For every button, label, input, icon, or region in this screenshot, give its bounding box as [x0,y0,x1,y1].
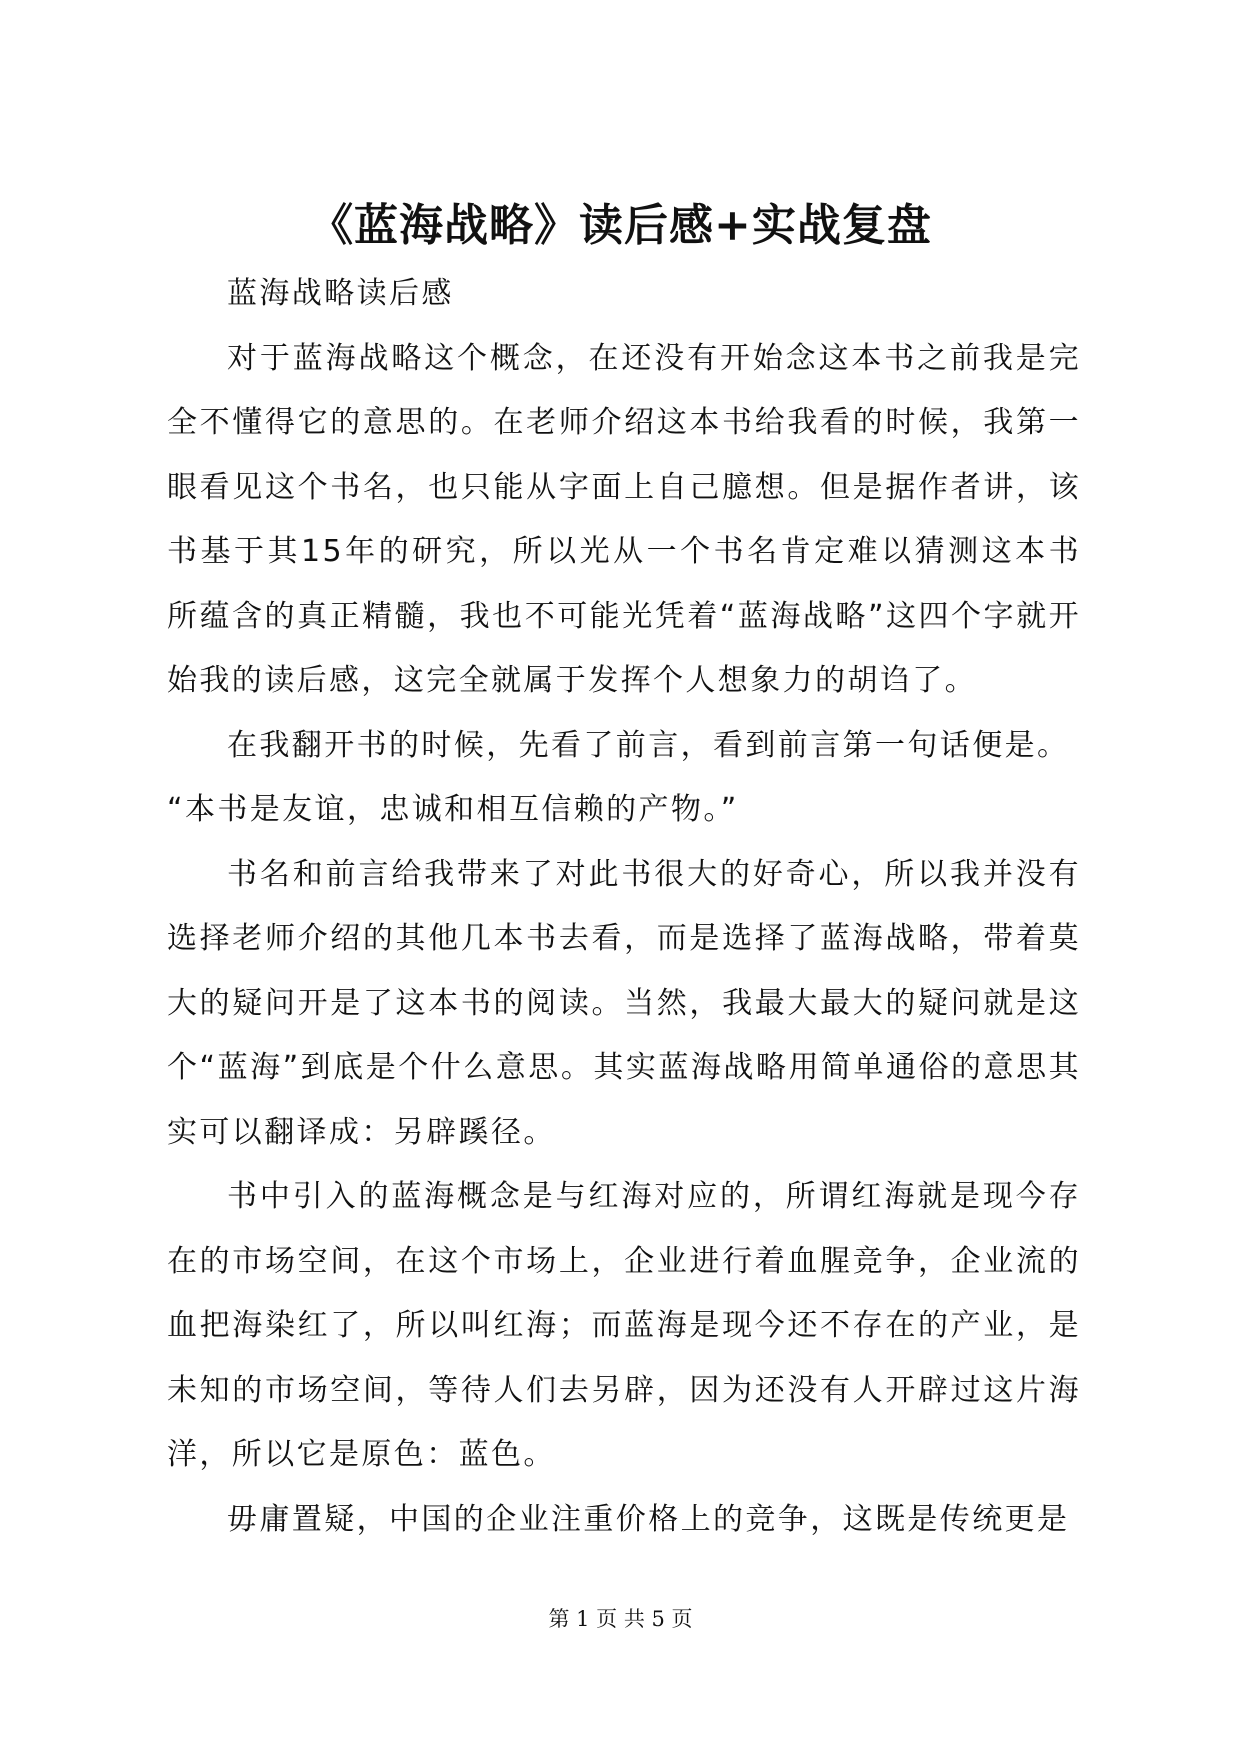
paragraph: 毋庸置疑，中国的企业注重价格上的竞争，这既是传统更是 [227,1501,1070,1537]
page-number-footer: 第 1 页 共 5 页 [548,1607,693,1631]
section-heading: 蓝海战略读后感 [227,276,454,311]
document-body [167,262,1081,1552]
paragraph: 书名和前言给我带来了对此书很大的好奇心，所以我并没有选择老师介绍的其他几本书去看，而是选择了蓝海战略，带着莫大的疑问开是了这本书的阅读。当然，我最大最大的疑问就是这个“蓝海”到底是个什么意思。其实蓝海战略用简单通俗的意思其实可以翻译成：另辟蹊径。 [167,856,1081,1150]
paragraph: 书中引入的蓝海概念是与红海对应的，所谓红海就是现今存在的市场空间，在这个市场上，企业进行着血腥竞争，企业流的血把海染红了，所以叫红海；而蓝海是现今还不存在的产业，是未知的市场空间，等待人们去另辟，因为还没有人开辟过这片海洋，所以它是原色：蓝色。 [167,1179,1081,1472]
quote-paragraph: “本书是友谊，忠诚和相互信赖的产物。” [167,792,739,827]
paragraph: 对于蓝海战略这个概念，在还没有开始念这本书之前我是完全不懂得它的意思的。在老师介绍这本书给我看的时候，我第一眼看见这个书名，也只能从字面上自己臆想。但是据作者讲，该书基于其15年的研究，所以光从一个书名肯定难以猜测这本书所蕴含的真正精髓，我也不可能光凭着“蓝海战略”这四个字就开始我的读后感，这完全就属于发挥个人想象力的胡诌了。 [167,340,1081,698]
paragraph: 在我翻开书的时候，先看了前言，看到前言第一句话便是。 [227,727,1070,763]
document-title: 《蓝海战略》读后感+实战复盘 [309,200,932,251]
